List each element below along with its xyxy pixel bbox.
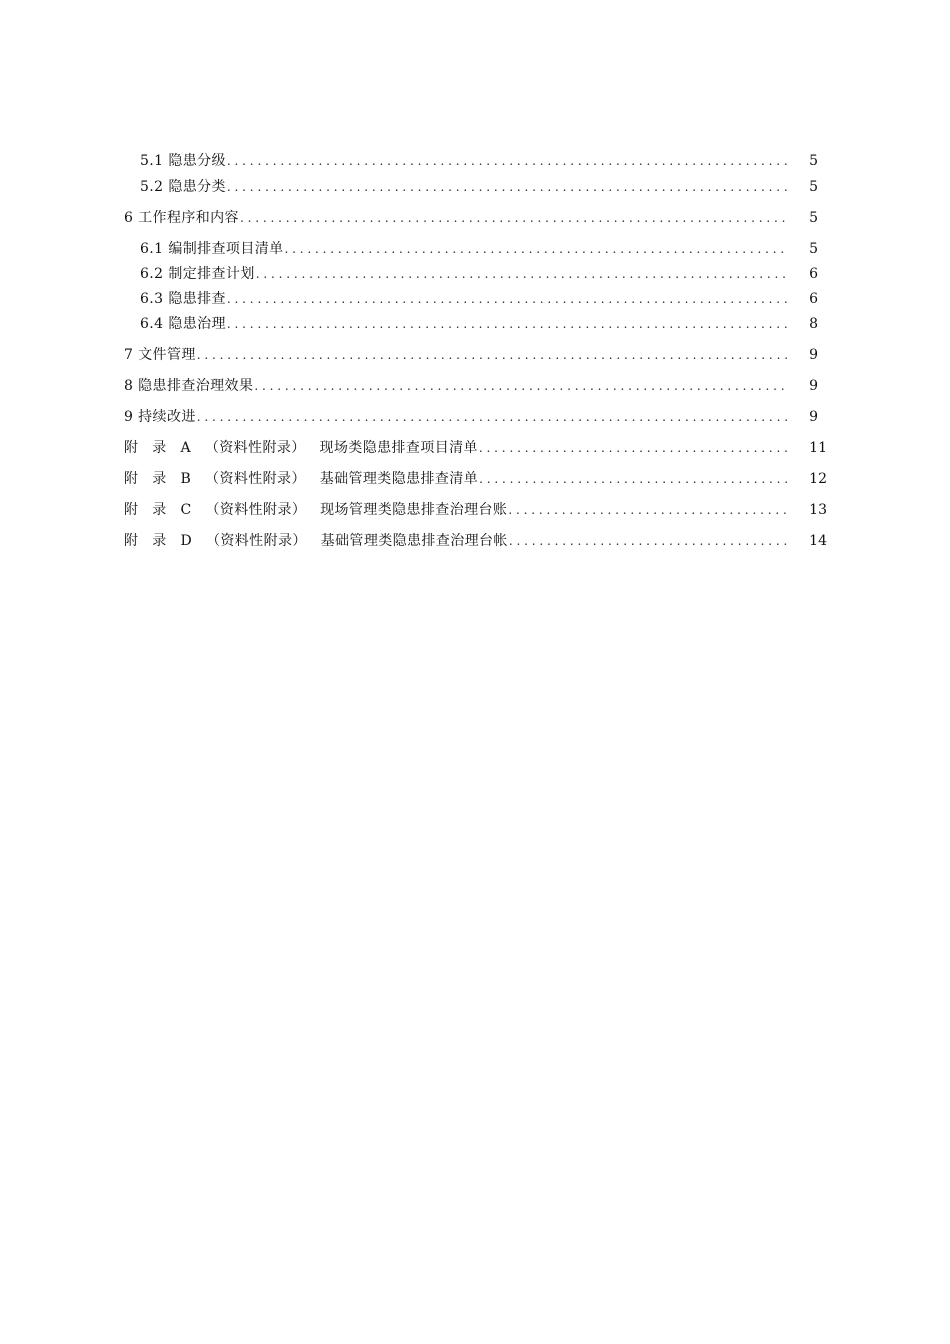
toc-entry-label: 附 录 C （资料性附录） 现场管理类隐患排查治理台账 [124,502,508,518]
toc-entry-label: 6.3 隐患排查 [140,291,226,307]
toc-entry-label: 附 录 A （资料性附录） 现场类隐患排查项目清单 [124,440,478,456]
toc-entry-label: 附 录 B （资料性附录） 基础管理类隐患排查清单 [124,471,479,487]
toc-entry-label: 9 持续改进 [124,409,196,425]
toc-entry-appendix-d[interactable] [124,532,827,550]
toc-entry-page: 9 [809,347,818,363]
toc-entry-7[interactable] [124,346,818,364]
toc-entry-page: 9 [809,378,818,394]
dot-leader [254,377,787,395]
dot-leader [197,408,787,426]
toc-entry-label: 5.1 隐患分级 [140,153,226,169]
toc-entry-6[interactable] [124,209,818,227]
toc-entry-9[interactable] [124,408,818,426]
toc-entry-label: 6.1 编制排查项目清单 [140,241,284,257]
toc-entry-label: 5.2 隐患分类 [140,179,226,195]
dot-leader [227,178,787,196]
toc-entry-label: 6.2 制定排查计划 [140,266,255,282]
dot-leader [227,315,787,333]
dot-leader [285,240,788,258]
toc-entry-page: 6 [809,266,818,282]
toc-entry-page: 14 [809,533,827,549]
toc-entry-page: 8 [809,316,818,332]
toc-entry-page: 5 [809,179,818,195]
toc-entry-label: 6.4 隐患治理 [140,316,226,332]
dot-leader [227,290,787,308]
dot-leader [509,532,787,550]
dot-leader [256,265,787,283]
toc-entry-page: 11 [809,440,827,456]
dot-leader [479,439,787,457]
toc-entry-label: 7 文件管理 [124,347,196,363]
dot-leader [227,152,787,170]
dot-leader [197,346,787,364]
toc-entry-label: 8 隐患排查治理效果 [124,378,254,394]
toc-entry-appendix-b[interactable] [124,470,827,488]
toc-entry-5-2[interactable] [140,178,818,196]
toc-entry-appendix-c[interactable] [124,501,827,519]
toc-entry-label: 附 录 D （资料性附录） 基础管理类隐患排查治理台帐 [124,533,508,549]
toc-entry-page: 5 [809,241,818,257]
toc-entry-page: 6 [809,291,818,307]
toc-entry-page: 13 [809,502,827,518]
toc-entry-6-3[interactable] [140,290,818,308]
toc-entry-page: 5 [809,210,818,226]
dot-leader [240,209,787,227]
toc-entry-page: 5 [809,153,818,169]
toc-entry-5-1[interactable] [140,152,818,170]
toc-entry-6-4[interactable] [140,315,818,333]
toc-entry-page: 12 [809,471,827,487]
dot-leader [479,470,787,488]
toc-entry-6-1[interactable] [140,240,818,258]
toc-entry-6-2[interactable] [140,265,818,283]
toc-entry-label: 6 工作程序和内容 [124,210,239,226]
dot-leader [508,501,787,519]
toc-entry-page: 9 [809,409,818,425]
toc-entry-8[interactable] [124,377,818,395]
toc-entry-appendix-a[interactable] [124,439,827,457]
